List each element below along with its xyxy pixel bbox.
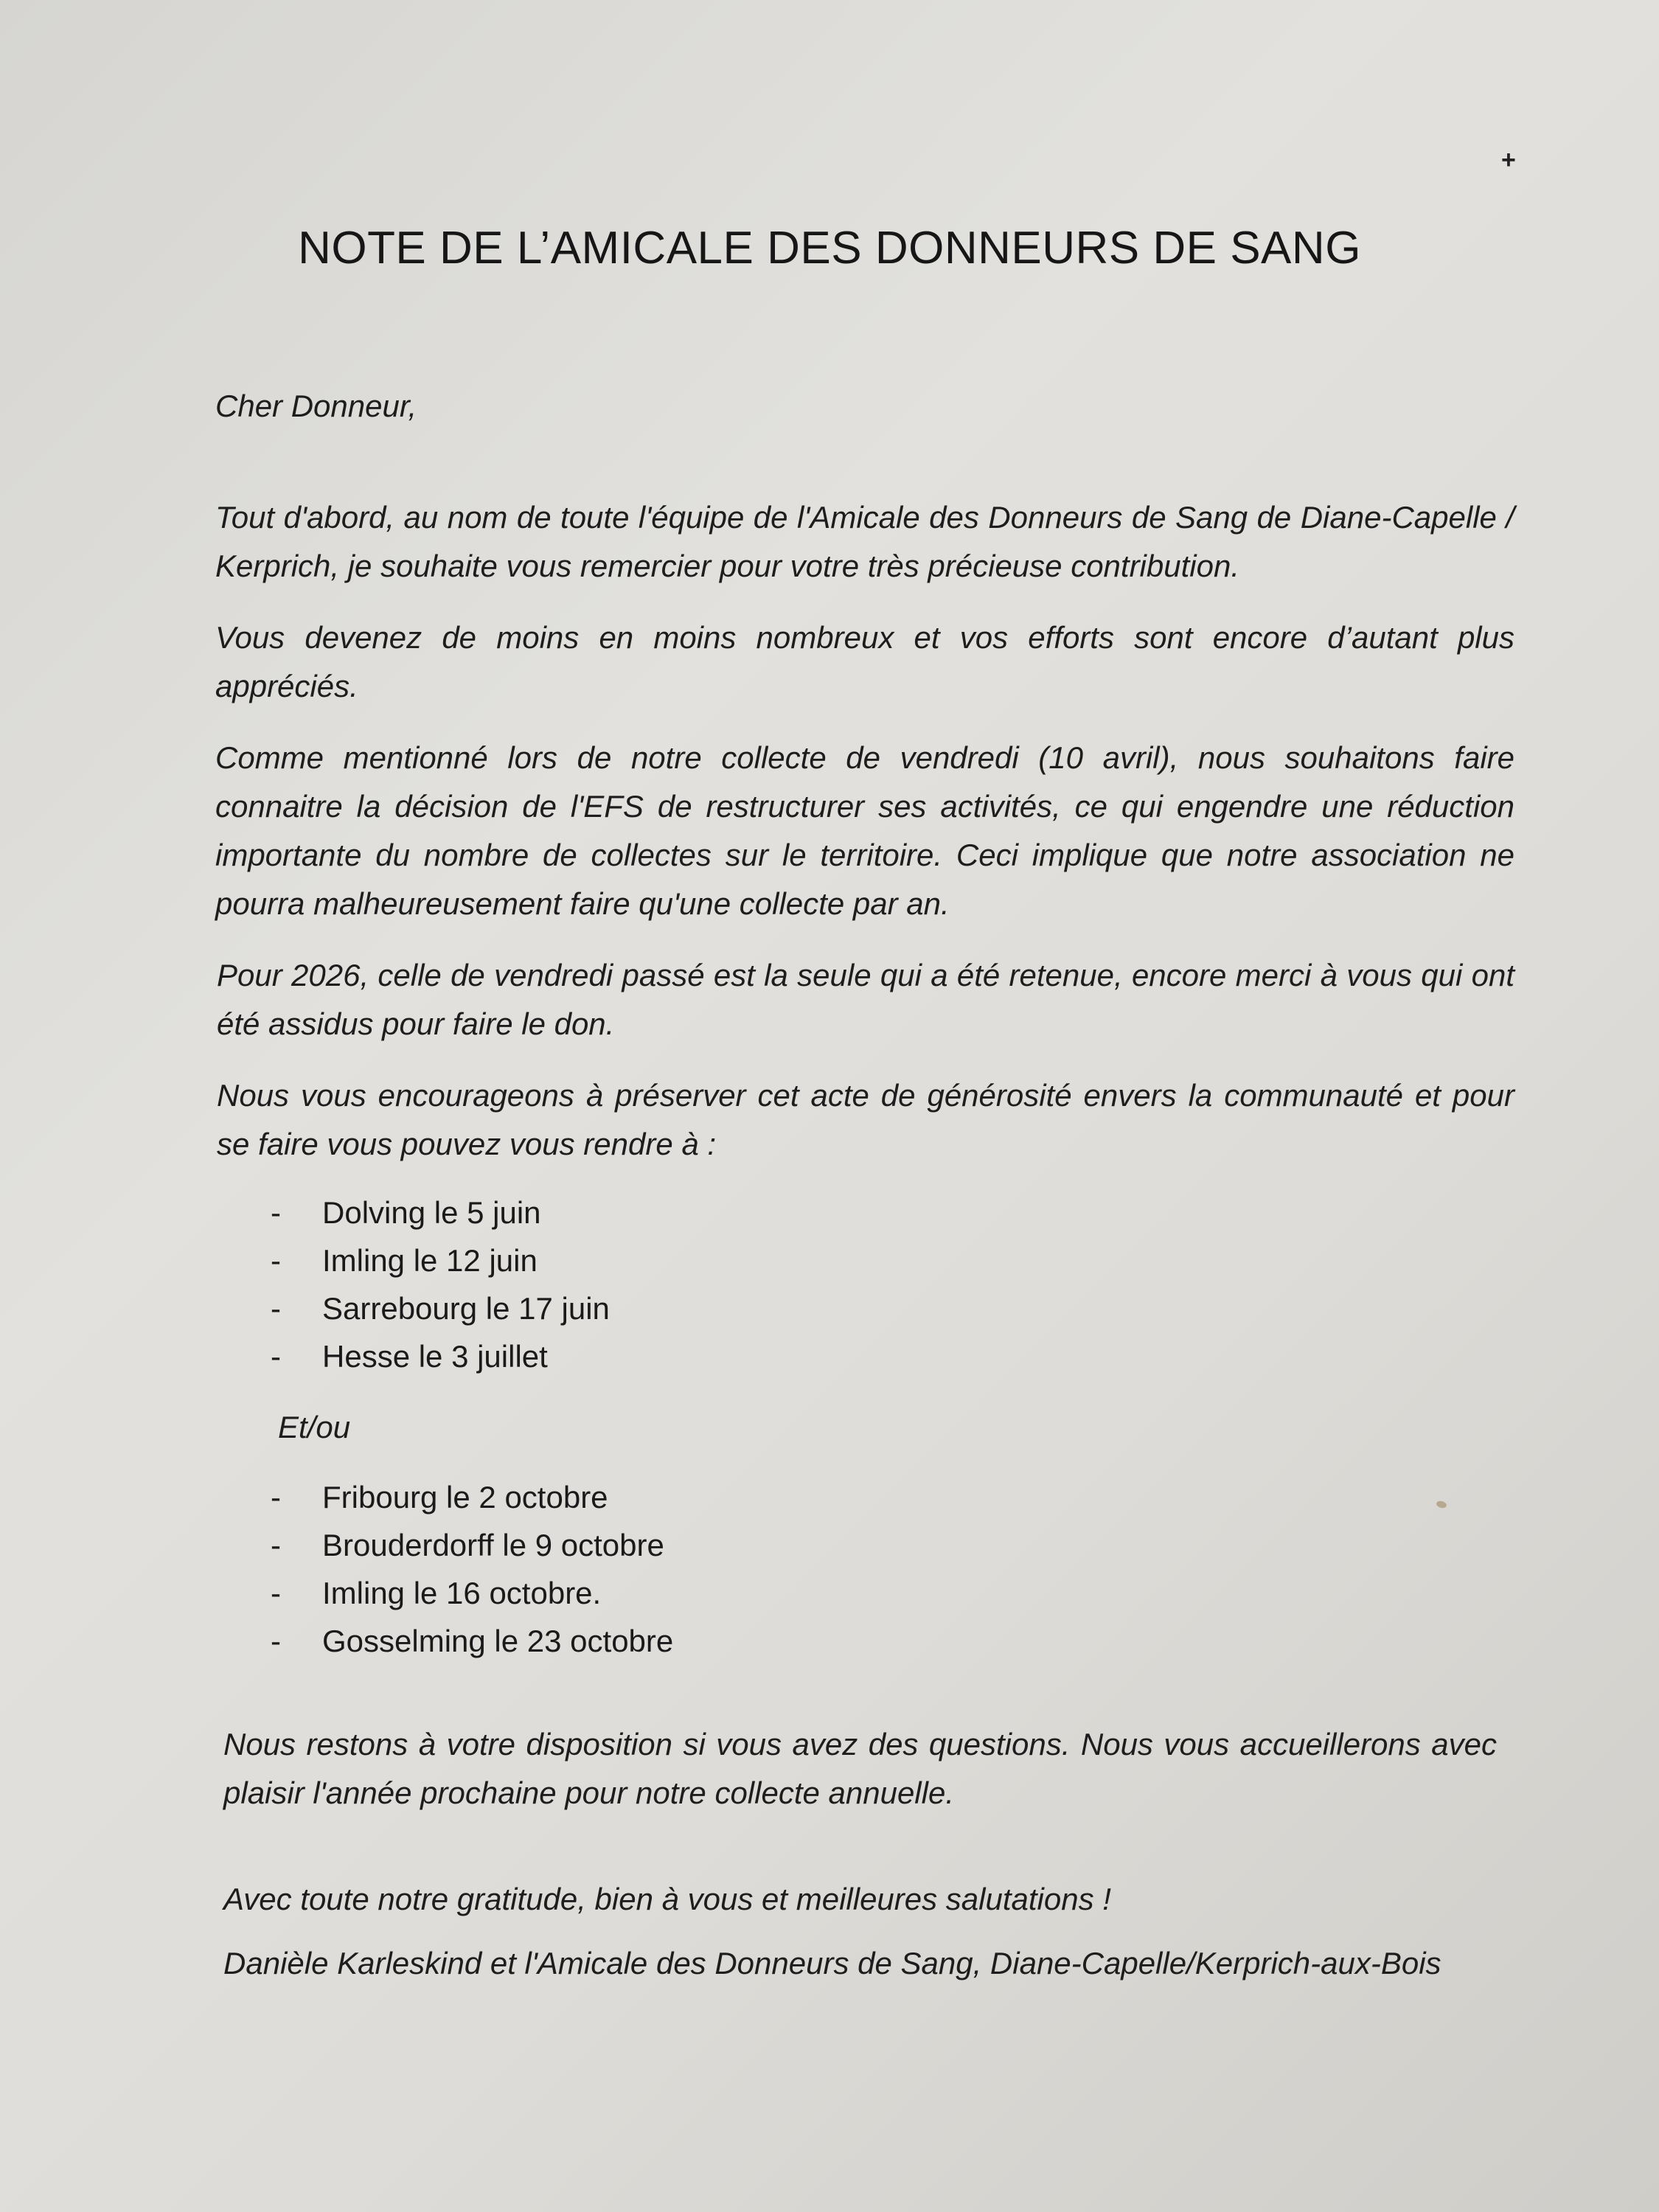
list-item bbox=[271, 1617, 1303, 1665]
list-item bbox=[271, 1237, 1303, 1284]
list-item bbox=[271, 1473, 1303, 1521]
list-item-label: Brouderdorff le 9 octobre bbox=[322, 1528, 664, 1562]
corner-plus-mark: + bbox=[1501, 146, 1516, 174]
paragraph-encourage: Nous vous encourageons à préserver cet acte de générosité envers la communauté et pour se faire vous pouvez vous rendre à : bbox=[217, 1078, 1514, 1161]
list-item bbox=[271, 1521, 1303, 1569]
collection-list-autumn bbox=[271, 1473, 1303, 1665]
list-item bbox=[271, 1569, 1303, 1617]
list-item-label: Fribourg le 2 octobre bbox=[322, 1480, 608, 1514]
list-dash: - bbox=[271, 1195, 281, 1230]
list-item bbox=[271, 1332, 1303, 1380]
list-item-label: Dolving le 5 juin bbox=[322, 1195, 541, 1230]
list-item-label: Hesse le 3 juillet bbox=[322, 1339, 548, 1374]
paragraph-efs-restructuring: Comme mentionné lors de notre collecte de vendredi (10 avril), nous souhaitons faire connaitre la décision de l'EFS de restructurer ses activités, ce qui engendre une réduction importante du nombre de collectes sur le territoire. Ceci implique que notre association ne pourra malheureusement faire qu'une collecte par an. bbox=[215, 740, 1514, 921]
paragraph-donors: Vous devenez de moins en moins nombreux et vos efforts sont encore d’autant plus appréciés. bbox=[215, 620, 1514, 703]
list-dash: - bbox=[271, 1624, 281, 1658]
closing-line: Avec toute notre gratitude, bien à vous et meilleures salutations ! bbox=[223, 1882, 1111, 1916]
list-dash: - bbox=[271, 1528, 281, 1562]
list-dash: - bbox=[271, 1291, 281, 1326]
list-dash: - bbox=[271, 1576, 281, 1610]
paper-speck bbox=[1436, 1500, 1447, 1509]
list-item-label: Imling le 12 juin bbox=[322, 1243, 538, 1278]
list-item-label: Imling le 16 octobre. bbox=[322, 1576, 602, 1610]
connector-et-ou: Et/ou bbox=[278, 1410, 351, 1444]
signature-line: Danièle Karleskind et l'Amicale des Donneurs de Sang, Diane-Capelle/Kerprich-aux-Bois bbox=[223, 1946, 1441, 1980]
letter-title: NOTE DE L’AMICALE DES DONNEURS DE SANG bbox=[298, 223, 1361, 274]
list-dash: - bbox=[271, 1243, 281, 1278]
list-item-label: Gosselming le 23 octobre bbox=[322, 1624, 674, 1658]
list-item bbox=[271, 1189, 1303, 1237]
list-item bbox=[271, 1284, 1303, 1332]
list-dash: - bbox=[271, 1480, 281, 1514]
paragraph-thanks: Tout d'abord, au nom de toute l'équipe de l'Amicale des Donneurs de Sang de Diane-Capelle / Kerprich, je souhaite vous remercier pour votre très précieuse contribution. bbox=[215, 500, 1514, 583]
paragraph-2026: Pour 2026, celle de vendredi passé est la seule qui a été retenue, encore merci à vous qui ont été assidus pour faire le don. bbox=[217, 958, 1514, 1041]
collection-list-summer bbox=[271, 1189, 1303, 1380]
list-dash: - bbox=[271, 1339, 281, 1374]
salutation: Cher Donneur, bbox=[215, 389, 417, 423]
paragraph-availability: Nous restons à votre disposition si vous avez des questions. Nous vous accueillerons avec plaisir l'année prochaine pour notre collecte annuelle. bbox=[223, 1727, 1497, 1810]
list-item-label: Sarrebourg le 17 juin bbox=[322, 1291, 610, 1326]
